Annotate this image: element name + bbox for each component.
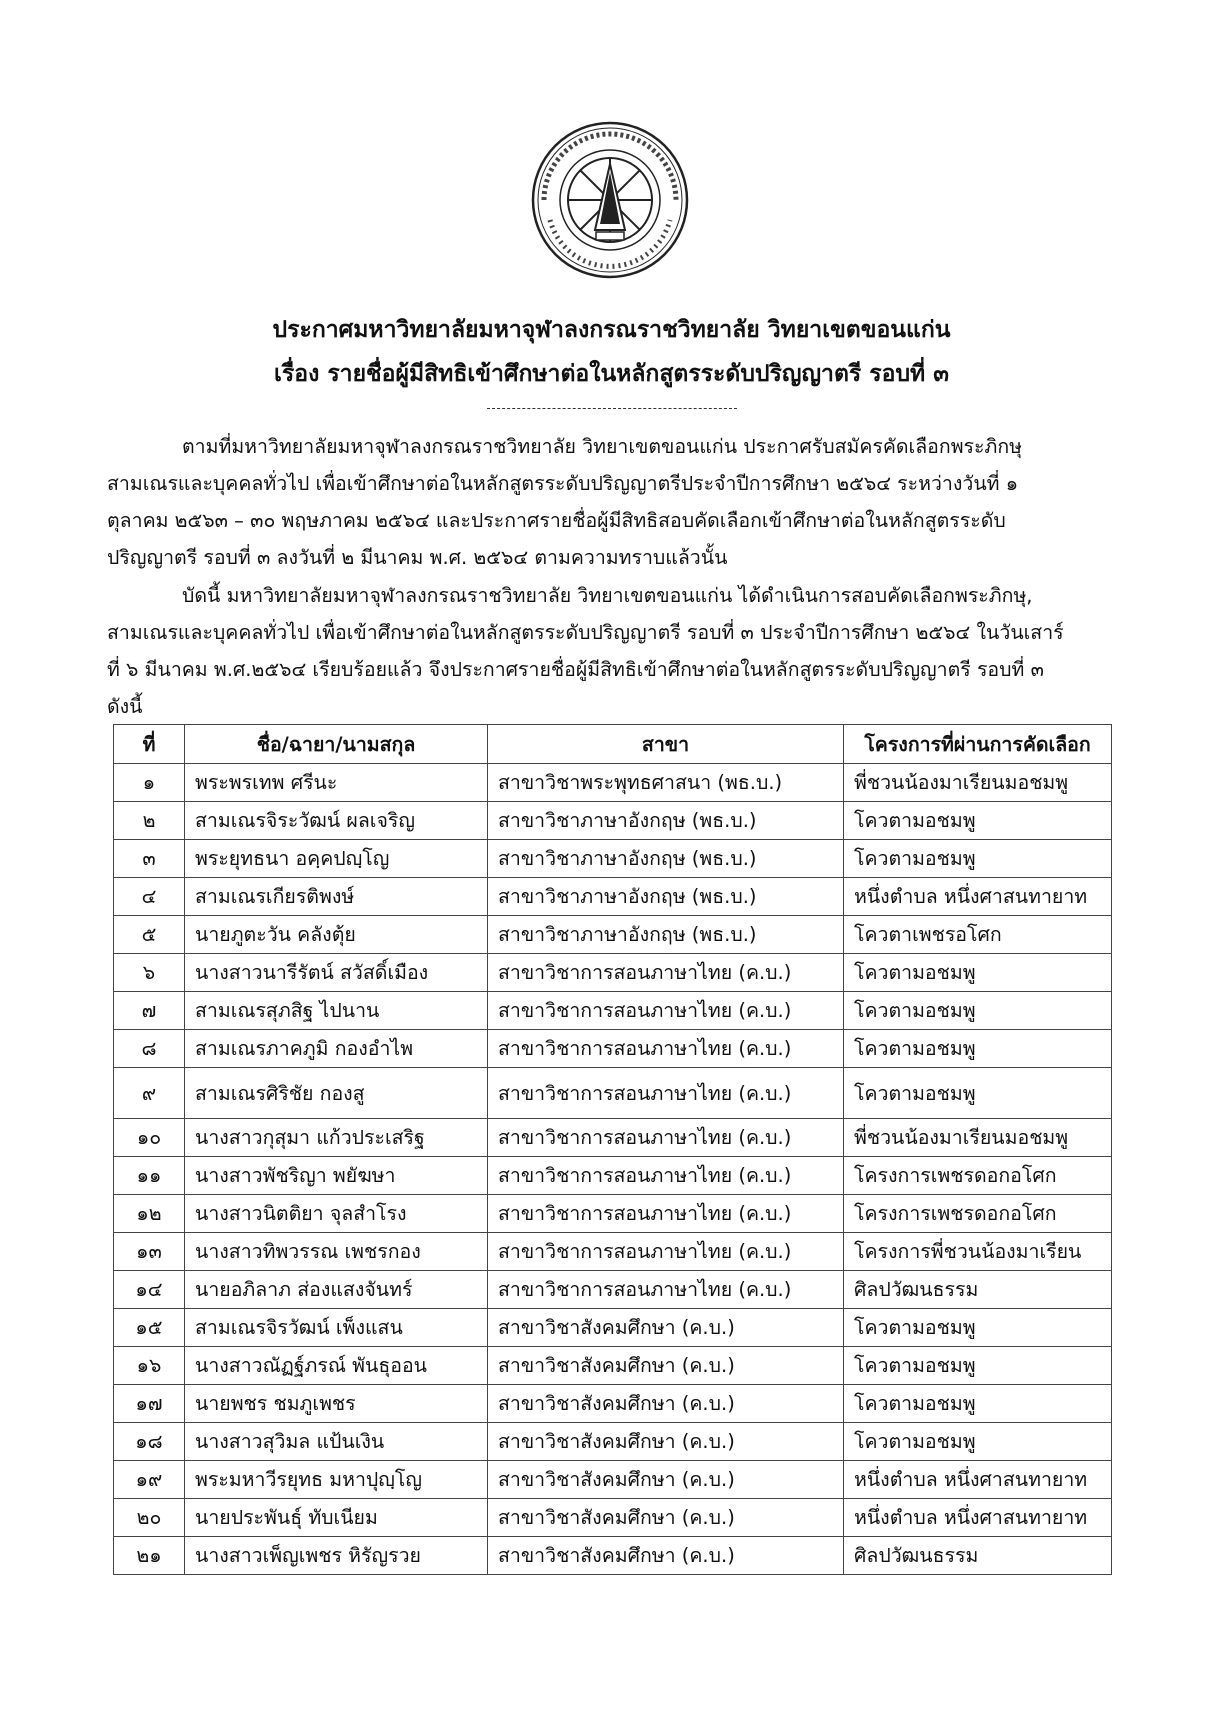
- paragraph-line: ปริญญาตรี รอบที่ ๓ ลงวันที่ ๒ มีนาคม พ.ศ. ๒๕๖๔ ตามความทราบแล้วนั้น: [107, 546, 728, 569]
- cell-name: นายประพันธุ์ ทับเนียม: [185, 1499, 488, 1537]
- paragraph-line: ตุลาคม ๒๕๖๓ – ๓๐ พฤษภาคม ๒๕๖๔ และประกาศรายชื่อผู้มีสิทธิสอบคัดเลือกเข้าศึกษาต่อในหลักสูตรระดับ: [107, 509, 1006, 532]
- cell-no: ๒: [114, 802, 185, 840]
- cell-branch: สาขาวิชาสังคมศึกษา (ค.บ.): [488, 1309, 844, 1347]
- announcement-title: ประกาศมหาวิทยาลัยมหาจุฬาลงกรณราชวิทยาลัย วิทยาเขตขอนแก่น: [272, 317, 951, 343]
- paragraph-line: สามเณรและบุคคลทั่วไป เพื่อเข้าศึกษาต่อในหลักสูตรระดับปริญญาตรี รอบที่ ๓ ประจำปีการศึกษา ๒๕๖๔ ในวันเสาร์: [107, 621, 1064, 644]
- table-header-row: [114, 725, 1112, 764]
- header-no: ที่: [114, 725, 185, 764]
- cell-branch: สาขาวิชาสังคมศึกษา (ค.บ.): [488, 1347, 844, 1385]
- cell-branch: สาขาวิชาการสอนภาษาไทย (ค.บ.): [488, 954, 844, 992]
- cell-name: สามเณรภาคภูมิ กองอำไพ: [185, 1030, 488, 1068]
- paragraph-line: สามเณรและบุคคลทั่วไป เพื่อเข้าศึกษาต่อในหลักสูตรระดับปริญญาตรีประจำปีการศึกษา ๒๕๖๔ ระหว่างวันที่ ๑: [107, 472, 1019, 495]
- cell-no: ๑: [114, 764, 185, 802]
- table-row: [114, 1195, 1112, 1233]
- paragraph-line: ตามที่มหาวิทยาลัยมหาจุฬาลงกรณราชวิทยาลัย วิทยาเขตขอนแก่น ประกาศรับสมัครคัดเลือกพระภิกษุ: [182, 435, 1023, 458]
- cell-branch: สาขาวิชาสังคมศึกษา (ค.บ.): [488, 1537, 844, 1575]
- header-branch: สาขา: [488, 725, 844, 764]
- cell-project: โควตามอชมพู: [844, 1347, 1112, 1385]
- cell-no: ๔: [114, 878, 185, 916]
- table-row: [114, 1233, 1112, 1271]
- paragraph-background: [107, 428, 1117, 576]
- cell-branch: สาขาวิชาการสอนภาษาไทย (ค.บ.): [488, 992, 844, 1030]
- university-seal-logo: [530, 120, 690, 280]
- paragraph-line: ดังนี้: [107, 695, 143, 718]
- cell-project: โครงการเพชรดอกอโศก: [844, 1157, 1112, 1195]
- cell-branch: สาขาวิชาสังคมศึกษา (ค.บ.): [488, 1461, 844, 1499]
- cell-no: ๖: [114, 954, 185, 992]
- cell-branch: สาขาวิชาการสอนภาษาไทย (ค.บ.): [488, 1119, 844, 1157]
- cell-name: พระมหาวีรยุทธ มหาปุญฺโญ: [185, 1461, 488, 1499]
- table-row: [114, 916, 1112, 954]
- cell-no: ๕: [114, 916, 185, 954]
- table-row: [114, 1385, 1112, 1423]
- table-row: [114, 840, 1112, 878]
- cell-name: สามเณรจิระวัฒน์ ผลเจริญ: [185, 802, 488, 840]
- cell-project: หนึ่งตำบล หนึ่งศาสนทายาท: [844, 878, 1112, 916]
- paragraph-result: [107, 577, 1117, 725]
- cell-project: โควตามอชมพู: [844, 1068, 1112, 1119]
- cell-project: โควตามอชมพู: [844, 954, 1112, 992]
- cell-project: โควตามอชมพู: [844, 802, 1112, 840]
- cell-no: ๑๒: [114, 1195, 185, 1233]
- cell-no: ๑๕: [114, 1309, 185, 1347]
- cell-name: นายอภิลาภ ส่องแสงจันทร์: [185, 1271, 488, 1309]
- paragraph-line: บัดนี้ มหาวิทยาลัยมหาจุฬาลงกรณราชวิทยาลัย วิทยาเขตขอนแก่น ได้ดำเนินการสอบคัดเลือกพระภิกษุ,: [182, 584, 1033, 607]
- cell-no: ๑๙: [114, 1461, 185, 1499]
- cell-project: โครงการเพชรดอกอโศก: [844, 1195, 1112, 1233]
- cell-branch: สาขาวิชาการสอนภาษาไทย (ค.บ.): [488, 1030, 844, 1068]
- cell-project: โควตามอชมพู: [844, 992, 1112, 1030]
- cell-branch: สาขาวิชาการสอนภาษาไทย (ค.บ.): [488, 1195, 844, 1233]
- paragraph-line: ที่ ๖ มีนาคม พ.ศ.๒๕๖๔ เรียบร้อยแล้ว จึงประกาศรายชื่อผู้มีสิทธิเข้าศึกษาต่อในหลักสูตรระดับปริญญาตรี รอบที่ ๓: [107, 658, 1044, 681]
- table-row: [114, 802, 1112, 840]
- cell-project: โครงการพี่ชวนน้องมาเรียน: [844, 1233, 1112, 1271]
- table-row: [114, 992, 1112, 1030]
- table-row: [114, 1157, 1112, 1195]
- cell-branch: สาขาวิชาภาษาอังกฤษ (พธ.บ.): [488, 878, 844, 916]
- cell-project: หนึ่งตำบล หนึ่งศาสนทายาท: [844, 1499, 1112, 1537]
- cell-name: พระยุทธนา อคฺคปญฺโญ: [185, 840, 488, 878]
- cell-project: โควตามอชมพู: [844, 1030, 1112, 1068]
- cell-branch: สาขาวิชาภาษาอังกฤษ (พธ.บ.): [488, 802, 844, 840]
- cell-project: ศิลปวัฒนธรรม: [844, 1537, 1112, 1575]
- cell-name: นางสาวนารีรัตน์ สวัสดิ์เมือง: [185, 954, 488, 992]
- cell-branch: สาขาวิชาการสอนภาษาไทย (ค.บ.): [488, 1233, 844, 1271]
- cell-name: นายภูตะวัน คลังตุ้ย: [185, 916, 488, 954]
- cell-name: สามเณรเกียรติพงษ์: [185, 878, 488, 916]
- cell-no: ๗: [114, 992, 185, 1030]
- cell-branch: สาขาวิชาภาษาอังกฤษ (พธ.บ.): [488, 916, 844, 954]
- cell-no: ๑๓: [114, 1233, 185, 1271]
- table-row: [114, 1309, 1112, 1347]
- header-name: ชื่อ/ฉายา/นามสกุล: [185, 725, 488, 764]
- cell-project: พี่ชวนน้องมาเรียนมอชมพู: [844, 1119, 1112, 1157]
- table-row: [114, 1499, 1112, 1537]
- table-row: [114, 1537, 1112, 1575]
- cell-name: นางสาวพัชริญา พยัฆษา: [185, 1157, 488, 1195]
- table-row: [114, 764, 1112, 802]
- table-row: [114, 1347, 1112, 1385]
- cell-project: ศิลปวัฒนธรรม: [844, 1271, 1112, 1309]
- table-row: [114, 1030, 1112, 1068]
- dashed-divider: [487, 408, 737, 409]
- cell-name: นางสาวนิตติยา จุลสำโรง: [185, 1195, 488, 1233]
- cell-branch: สาขาวิชาสังคมศึกษา (ค.บ.): [488, 1423, 844, 1461]
- cell-name: สามเณรจิรวัฒน์ เพ็งแสน: [185, 1309, 488, 1347]
- cell-branch: สาขาวิชาสังคมศึกษา (ค.บ.): [488, 1499, 844, 1537]
- admitted-students-table: [113, 724, 1112, 1575]
- table-row: [114, 1119, 1112, 1157]
- table-row: [114, 954, 1112, 992]
- announcement-subject: เรื่อง รายชื่อผู้มีสิทธิเข้าศึกษาต่อในหลักสูตรระดับปริญญาตรี รอบที่ ๓: [274, 361, 949, 387]
- cell-no: ๒๐: [114, 1499, 185, 1537]
- cell-name: นางสาวกุสุมา แก้วประเสริฐ: [185, 1119, 488, 1157]
- cell-no: ๘: [114, 1030, 185, 1068]
- cell-name: นางสาวทิพวรรณ เพชรกอง: [185, 1233, 488, 1271]
- cell-no: ๑๖: [114, 1347, 185, 1385]
- cell-name: นางสาวสุวิมล แป้นเงิน: [185, 1423, 488, 1461]
- cell-branch: สาขาวิชาพระพุทธศาสนา (พธ.บ.): [488, 764, 844, 802]
- cell-project: พี่ชวนน้องมาเรียนมอชมพู: [844, 764, 1112, 802]
- cell-no: ๑๔: [114, 1271, 185, 1309]
- cell-no: ๑๘: [114, 1423, 185, 1461]
- cell-name: นายพชร ชมภูเพชร: [185, 1385, 488, 1423]
- table-row: [114, 1271, 1112, 1309]
- cell-no: ๑๗: [114, 1385, 185, 1423]
- cell-project: โควตามอชมพู: [844, 840, 1112, 878]
- cell-name: พระพรเทพ ศรีนะ: [185, 764, 488, 802]
- cell-no: ๒๑: [114, 1537, 185, 1575]
- cell-no: ๙: [114, 1068, 185, 1119]
- cell-name: นางสาวณัฏฐ์ภรณ์ พันธุออน: [185, 1347, 488, 1385]
- table-row: [114, 1461, 1112, 1499]
- cell-project: โควตามอชมพู: [844, 1385, 1112, 1423]
- cell-branch: สาขาวิชาการสอนภาษาไทย (ค.บ.): [488, 1157, 844, 1195]
- cell-no: ๑๐: [114, 1119, 185, 1157]
- cell-project: โควตามอชมพู: [844, 1309, 1112, 1347]
- table-row: [114, 1068, 1112, 1119]
- cell-name: สามเณรศิริชัย กองสู: [185, 1068, 488, 1119]
- cell-name: นางสาวเพ็ญเพชร หิรัญรวย: [185, 1537, 488, 1575]
- cell-no: ๑๑: [114, 1157, 185, 1195]
- cell-name: สามเณรสุภสิฐ ไปนาน: [185, 992, 488, 1030]
- cell-project: หนึ่งตำบล หนึ่งศาสนทายาท: [844, 1461, 1112, 1499]
- cell-branch: สาขาวิชาภาษาอังกฤษ (พธ.บ.): [488, 840, 844, 878]
- cell-no: ๓: [114, 840, 185, 878]
- table-row: [114, 878, 1112, 916]
- table-row: [114, 1423, 1112, 1461]
- header-project: โครงการที่ผ่านการคัดเลือก: [844, 725, 1112, 764]
- cell-project: โควตาเพชรอโศก: [844, 916, 1112, 954]
- cell-branch: สาขาวิชาการสอนภาษาไทย (ค.บ.): [488, 1271, 844, 1309]
- cell-branch: สาขาวิชาสังคมศึกษา (ค.บ.): [488, 1385, 844, 1423]
- cell-project: โควตามอชมพู: [844, 1423, 1112, 1461]
- cell-branch: สาขาวิชาการสอนภาษาไทย (ค.บ.): [488, 1068, 844, 1119]
